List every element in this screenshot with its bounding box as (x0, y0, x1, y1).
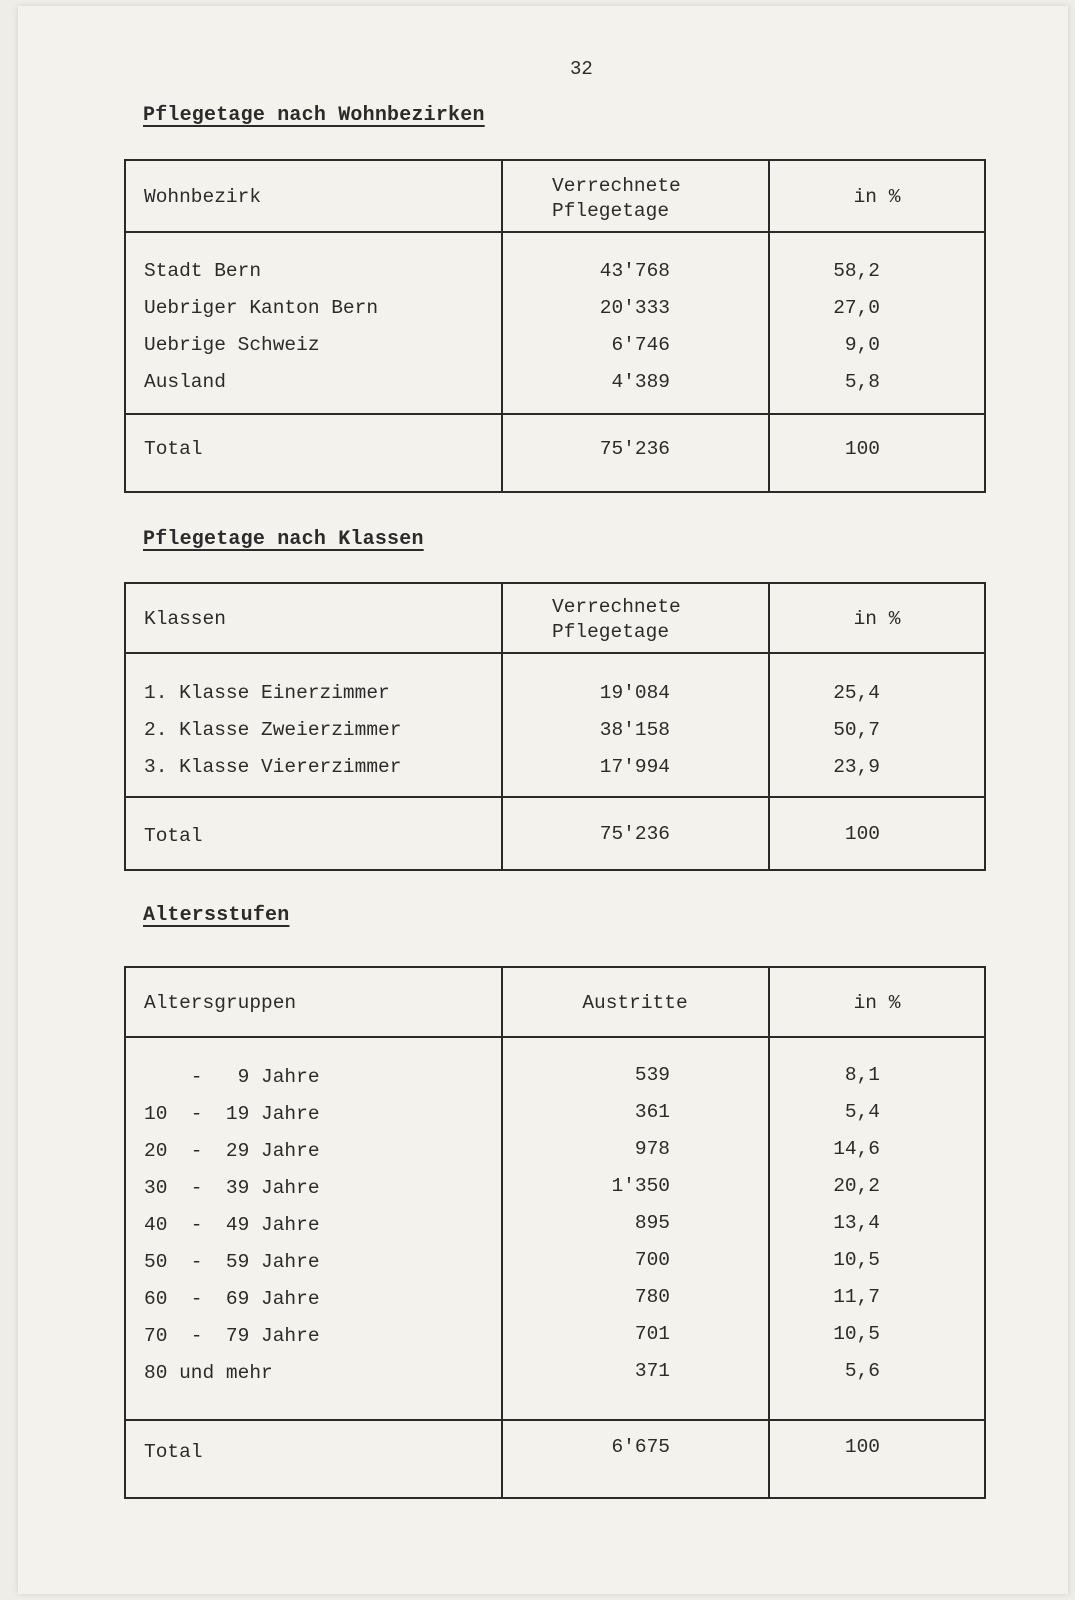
header-in-percent: in % (853, 992, 901, 1014)
table-row-label: 50 - 59 Jahre (144, 1251, 320, 1273)
total-count: 6'675 (611, 1436, 670, 1458)
table-row-percent: 5,6 (844, 1360, 880, 1382)
table-row-count: 700 (634, 1249, 670, 1271)
total-percent: 100 (844, 438, 880, 460)
table-row-days: 20'333 (599, 297, 670, 319)
table-row-percent: 5,4 (844, 1101, 880, 1123)
table-row-label: 3. Klasse Viererzimmer (144, 756, 402, 778)
table-altersstufen (124, 966, 986, 1499)
table-row-percent: 20,2 (833, 1175, 880, 1197)
table-row-percent: 9,0 (844, 334, 880, 356)
header-verrechnete-pflegetage: Verrechnete Pflegetage (552, 596, 681, 643)
table-row-count: 895 (634, 1212, 670, 1234)
table-row-count: 701 (634, 1323, 670, 1345)
table-row-count: 371 (634, 1360, 670, 1382)
table-row-label: 30 - 39 Jahre (144, 1177, 320, 1199)
table-row-label: Uebrige Schweiz (144, 334, 320, 356)
table-row-label: 80 und mehr (144, 1362, 273, 1384)
header-altersgruppen: Altersgruppen (144, 992, 297, 1014)
table-row-count: 539 (634, 1064, 670, 1086)
table-row-count: 1'350 (611, 1175, 670, 1197)
table-row-percent: 50,7 (833, 719, 880, 741)
table-row-percent: 10,5 (833, 1249, 880, 1271)
table-row-label: 60 - 69 Jahre (144, 1288, 320, 1310)
table-row-days: 43'768 (599, 260, 670, 282)
table-row-percent: 25,4 (833, 682, 880, 704)
table-row-label: - 9 Jahre (144, 1066, 320, 1088)
table-row-percent: 13,4 (833, 1212, 880, 1234)
table-row-count: 780 (634, 1286, 670, 1308)
table-row-percent: 5,8 (844, 371, 880, 393)
table-row-days: 6'746 (611, 334, 670, 356)
header-verrechnete-pflegetage: Verrechnete Pflegetage (552, 175, 681, 222)
total-label: Total (144, 438, 203, 460)
table-row-percent: 27,0 (833, 297, 880, 319)
total-days: 75'236 (599, 823, 670, 845)
table-row-label: 40 - 49 Jahre (144, 1214, 320, 1236)
table-row-label: 10 - 19 Jahre (144, 1103, 320, 1125)
table-row-percent: 23,9 (833, 756, 880, 778)
table-row-label: Ausland (144, 371, 226, 393)
table-row-percent: 58,2 (833, 260, 880, 282)
page-number: 32 (570, 58, 593, 80)
table-row-label: 20 - 29 Jahre (144, 1140, 320, 1162)
header-klassen: Klassen (144, 608, 226, 630)
table-row-count: 361 (634, 1101, 670, 1123)
table-row-percent: 14,6 (833, 1138, 880, 1160)
total-label: Total (144, 1441, 203, 1463)
document-page (18, 6, 1068, 1594)
total-days: 75'236 (599, 438, 670, 460)
header-wohnbezirk: Wohnbezirk (144, 186, 262, 208)
header-in-percent: in % (853, 608, 901, 630)
table-row-days: 19'084 (599, 682, 670, 704)
section-title-wohnbezirke: Pflegetage nach Wohnbezirken (143, 104, 485, 127)
table-row-label: Stadt Bern (144, 260, 262, 282)
table-row-percent: 10,5 (833, 1323, 880, 1345)
section-title-klassen: Pflegetage nach Klassen (143, 528, 424, 551)
table-row-label: 70 - 79 Jahre (144, 1325, 320, 1347)
table-row-label: Uebriger Kanton Bern (144, 297, 379, 319)
table-row-count: 978 (634, 1138, 670, 1160)
table-row-days: 4'389 (611, 371, 670, 393)
header-in-percent: in % (853, 186, 901, 208)
section-title-altersstufen: Altersstufen (143, 904, 290, 927)
table-row-label: 2. Klasse Zweierzimmer (144, 719, 402, 741)
total-percent: 100 (844, 1436, 880, 1458)
table-row-days: 17'994 (599, 756, 670, 778)
total-label: Total (144, 825, 203, 847)
table-wohnbezirke (124, 159, 986, 493)
table-row-days: 38'158 (599, 719, 670, 741)
table-row-percent: 8,1 (844, 1064, 880, 1086)
table-klassen (124, 582, 986, 871)
table-row-percent: 11,7 (833, 1286, 880, 1308)
header-austritte: Austritte (582, 992, 688, 1014)
total-percent: 100 (844, 823, 880, 845)
table-row-label: 1. Klasse Einerzimmer (144, 682, 390, 704)
